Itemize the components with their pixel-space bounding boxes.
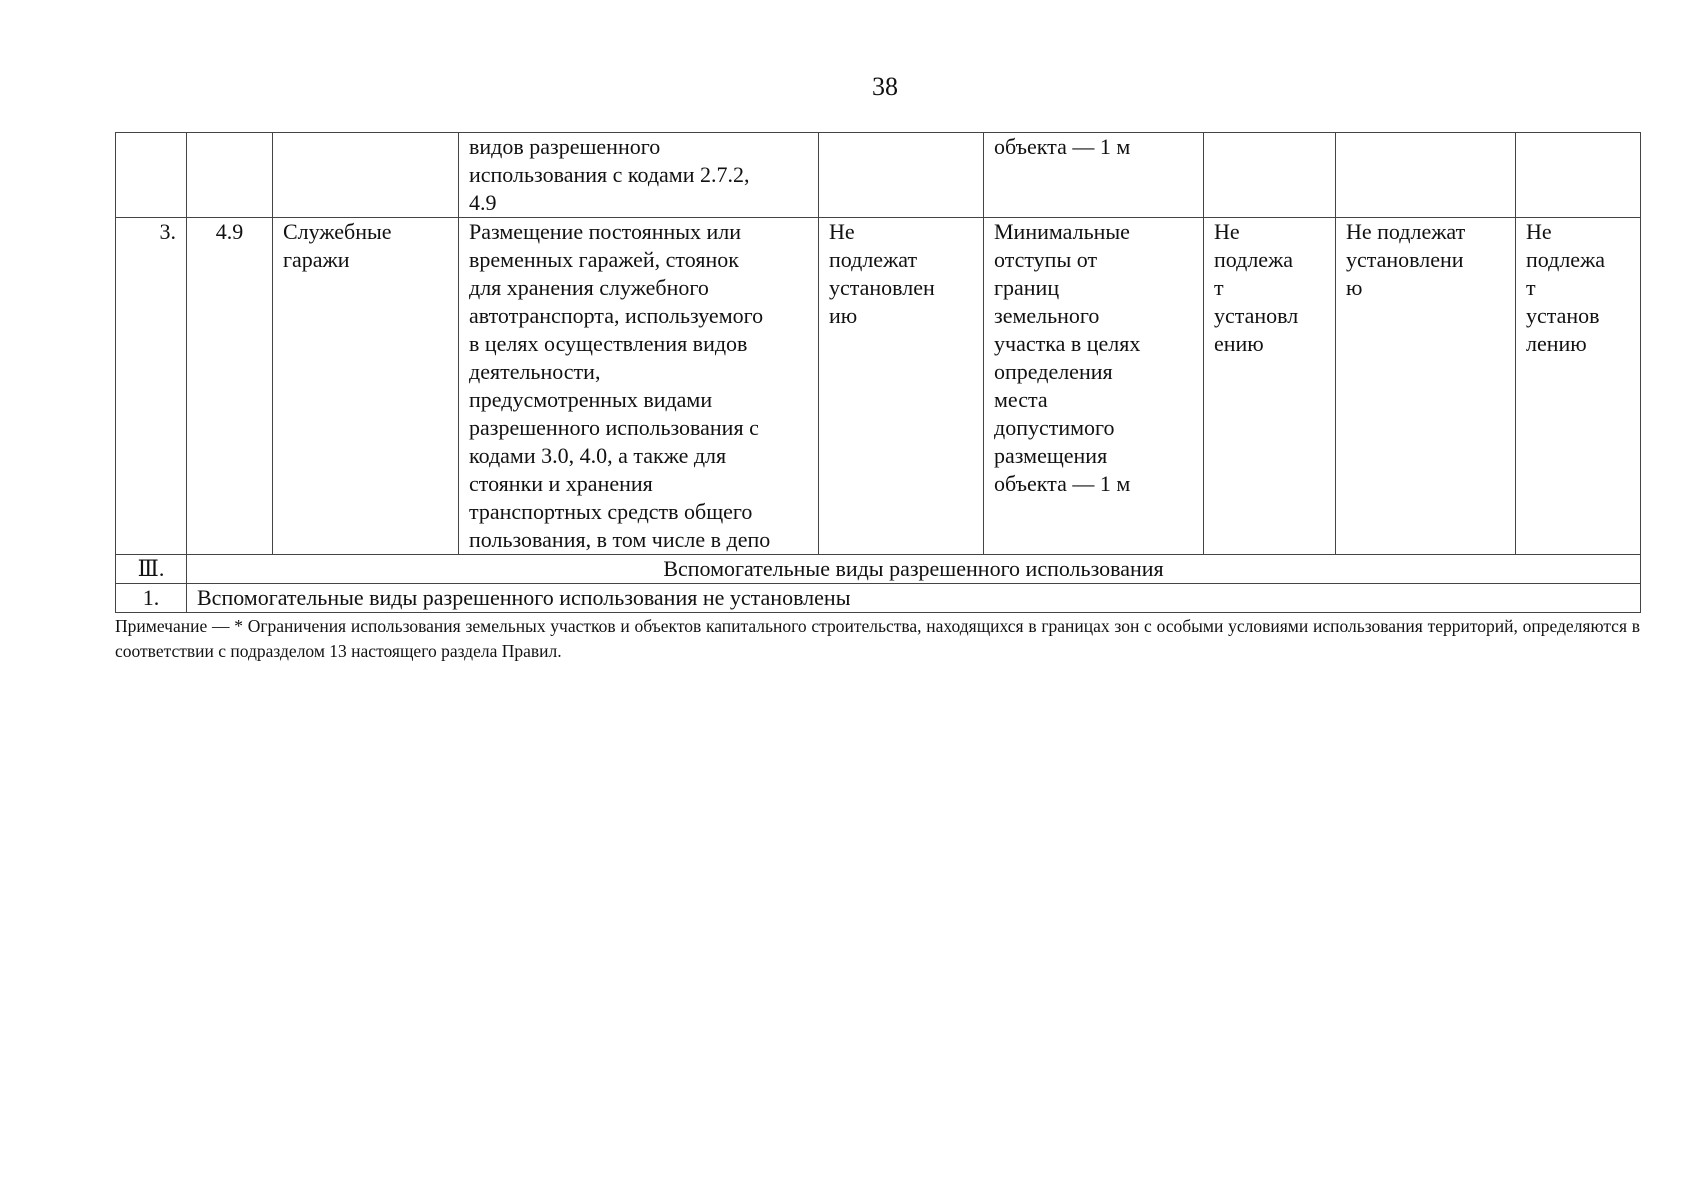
cell-col7: Не подлежа т установл ению [1204, 218, 1336, 555]
cell-use-name: Служебные гаражи [273, 218, 459, 555]
cell-empty [1516, 133, 1641, 218]
table-row-subsection [116, 584, 1641, 613]
cell-code: 4.9 [187, 218, 273, 555]
cell-empty [1204, 133, 1336, 218]
table-row-continuation [116, 133, 1641, 218]
cell-section-title: Вспомогательные виды разрешенного использования [187, 555, 1641, 584]
cell-setbacks: Минимальные отступы от границ земельного участка в целях определения места допустимого размещения объекта — 1 м [984, 218, 1204, 555]
cell-subsection-number: 1. [116, 584, 187, 613]
cell-subsection-text: Вспомогательные виды разрешенного использования не установлены [187, 584, 1641, 613]
cell-description: Размещение постоянных или временных гаражей, стоянок для хранения служебного автотранспорта, используемого в целях осуществления видов деятельности, предусмотренных видами разрешенного использования с кодами 3.0, 4.0, а также для стоянки и хранения транспортных средств общего пользования, в том числе в депо [459, 218, 819, 555]
cell-empty [273, 133, 459, 218]
cell-section-number: Ⅲ. [116, 555, 187, 584]
page-number: 38 [872, 72, 898, 101]
cell-row-number: 3. [116, 218, 187, 555]
cell-col9: Не подлежа т установ лению [1516, 218, 1641, 555]
cell-col8: Не подлежат установлени ю [1336, 218, 1516, 555]
cell-empty [1336, 133, 1516, 218]
footnote: Примечание — * Ограничения использования земельных участков и объектов капитального строительства, находящихся в границах зон с особыми условиями использования территорий, определяются в соответствии с подразделом 13 настоящего раздела Правил. [115, 616, 1640, 661]
cell-empty [819, 133, 984, 218]
cell-setbacks: объекта — 1 м [984, 133, 1204, 218]
cell-empty [116, 133, 187, 218]
cell-col5: Не подлежат установлен ию [819, 218, 984, 555]
table-row-service-garages [116, 218, 1641, 555]
cell-description: видов разрешенного использования с кодами 2.7.2, 4.9 [459, 133, 819, 218]
cell-empty [187, 133, 273, 218]
land-use-table [115, 132, 1641, 613]
table-row-section-header [116, 555, 1641, 584]
